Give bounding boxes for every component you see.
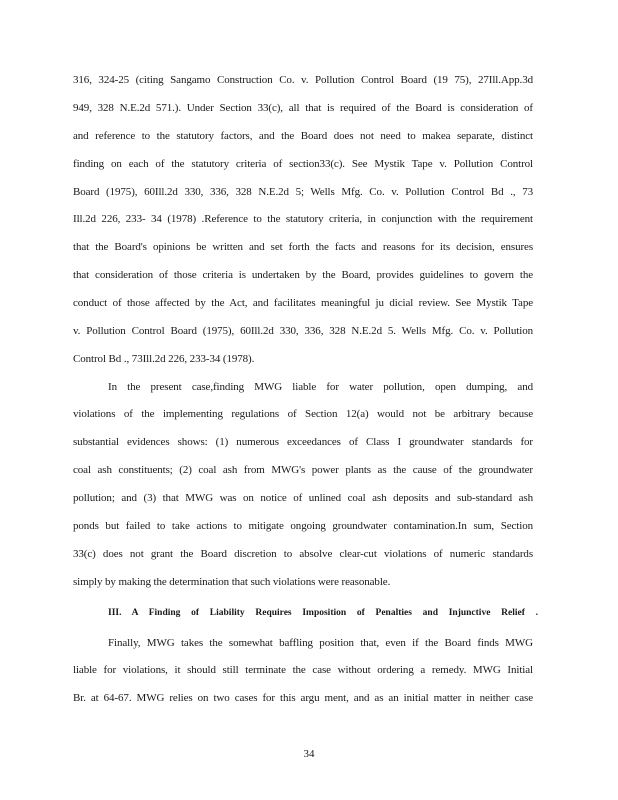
- text-line: pollution; and (3) that MWG was on notice of unlined coal ash deposits and sub-standard ash: [73, 492, 533, 504]
- section-heading: III. A Finding of Liability Requires Imposition of Penalties and Injunctive Relief .: [108, 608, 538, 618]
- text-line: 316, 324-25 (citing Sangamo Construction Co. v. Pollution Control Board (19 75), 27Ill.App.3d: [73, 74, 533, 86]
- page-number: 34: [303, 748, 315, 760]
- text-line: finding on each of the statutory criteria of section33(c). See Mystik Tape v. Pollution Control: [73, 158, 533, 170]
- text-line: that consideration of those criteria is undertaken by the Board, provides guidelines to govern the: [73, 269, 533, 281]
- text-line: v. Pollution Control Board (1975), 60Ill.2d 330, 336, 328 N.E.2d 5. Wells Mfg. Co. v. Pollution: [73, 325, 533, 337]
- text-line: simply by making the determination that such violations were reasonable.: [73, 576, 391, 588]
- text-line: liable for violations, it should still terminate the case without ordering a remedy. MWG Initial: [73, 664, 533, 676]
- text-line: ponds but failed to take actions to mitigate ongoing groundwater contamination.In sum, Section: [73, 520, 533, 532]
- text-line: coal ash constituents; (2) coal ash from MWG's power plants as the cause of the groundwater: [73, 464, 533, 476]
- text-line: and reference to the statutory factors, and the Board does not need to makea separate, distinct: [73, 130, 533, 142]
- text-line: violations of the implementing regulations of Section 12(a) would not be arbitrary because: [73, 408, 533, 420]
- text-line: 33(c) does not grant the Board discretion to absolve clear-cut violations of numeric standards: [73, 548, 533, 560]
- text-line: Ill.2d 226, 233- 34 (1978) .Reference to the statutory criteria, in conjunction with the requirement: [73, 213, 533, 225]
- text-line: Br. at 64-67. MWG relies on two cases for this argu ment, and as an initial matter in neither case: [73, 692, 533, 704]
- text-line: conduct of those affected by the Act, and facilitates meaningful ju dicial review. See Mystik Tape: [73, 297, 533, 309]
- text-line: In the present case,finding MWG liable for water pollution, open dumping, and: [108, 381, 533, 393]
- text-line: Board (1975), 60Ill.2d 330, 336, 328 N.E.2d 5; Wells Mfg. Co. v. Pollution Control Bd ., 73: [73, 186, 533, 198]
- text-line: that the Board's opinions be written and set forth the facts and reasons for its decision, ensures: [73, 241, 533, 253]
- text-line: 949, 328 N.E.2d 571.). Under Section 33(c), all that is required of the Board is consideration of: [73, 102, 533, 114]
- text-line: Finally, MWG takes the somewhat baffling position that, even if the Board finds MWG: [108, 637, 533, 649]
- text-line: substantial evidences shows: (1) numerous exceedances of Class I groundwater standards for: [73, 436, 533, 448]
- text-line: Control Bd ., 73Ill.2d 226, 233-34 (1978).: [73, 353, 255, 365]
